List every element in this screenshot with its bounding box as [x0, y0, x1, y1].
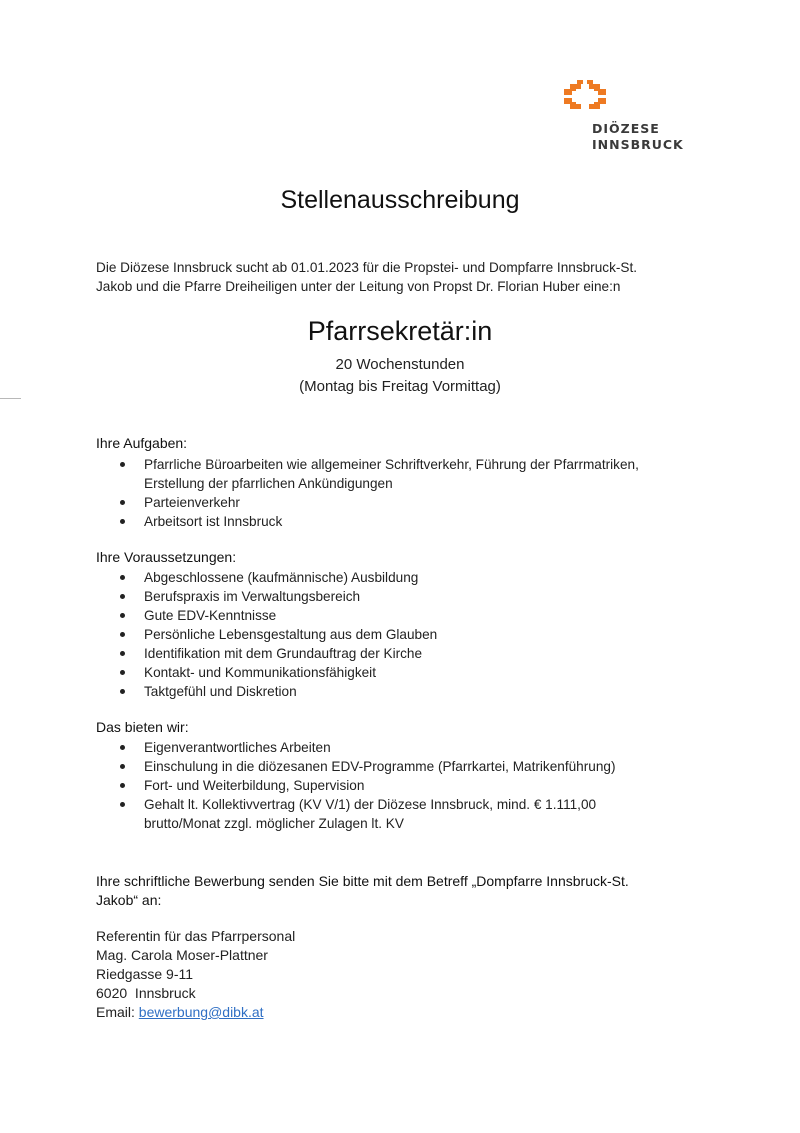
contact-street: Riedgasse 9-11	[96, 966, 194, 982]
list-item-text: brutto/Monat zzgl. möglicher Zulagen lt. KV	[144, 816, 404, 831]
page-title: Stellenausschreibung	[280, 186, 520, 214]
contact-email-row	[96, 1003, 716, 1022]
contact-name: Mag. Carola Moser-Plattner	[96, 947, 268, 963]
tasks-heading: Ihre Aufgaben:	[96, 435, 188, 451]
intro-line: Jakob und die Pfarre Dreiheiligen unter der Leitung von Propst Dr. Florian Huber eine:n	[96, 279, 621, 294]
list-item: Arbeitsort ist Innsbruck	[96, 512, 716, 531]
application-line: Jakob“ an:	[96, 892, 162, 908]
contact-city: 6020 Innsbruck	[96, 985, 196, 1001]
position-title: Pfarrsekretär:in	[307, 316, 493, 346]
list-item-text: Gehalt lt. Kollektivvertrag (KV V/1) der Diözese Innsbruck, mind. € 1.111,00	[144, 797, 597, 812]
list-item-text: Pfarrliche Büroarbeiten wie allgemeiner Schriftverkehr, Führung der Pfarrmatriken,	[144, 457, 639, 472]
position-details	[0, 354, 800, 398]
intro-line: Die Diözese Innsbruck sucht ab 01.01.2023 für die Propstei- und Dompfarre Innsbruck-St.	[96, 260, 638, 275]
list-item: Fort- und Weiterbildung, Supervision	[96, 776, 716, 795]
intro-paragraph	[96, 258, 716, 296]
email-label: Email:	[96, 1004, 139, 1020]
list-item: Taktgefühl und Diskretion	[96, 682, 716, 701]
diocese-logo-text	[592, 121, 684, 152]
diocese-cross-icon	[562, 78, 608, 110]
offer-heading: Das bieten wir:	[96, 719, 189, 735]
tasks-list	[96, 455, 716, 531]
list-item: Parteienverkehr	[96, 493, 716, 512]
contact-role: Referentin für das Pfarrpersonal	[96, 928, 296, 944]
list-item: Persönliche Lebensgestaltung aus dem Glauben	[96, 625, 716, 644]
list-item: Eigenverantwortliches Arbeiten	[96, 738, 716, 757]
list-item: Abgeschlossene (kaufmännische) Ausbildung	[96, 568, 716, 587]
list-item: Gute EDV-Kenntnisse	[96, 606, 716, 625]
requirements-list	[96, 568, 716, 701]
list-item	[96, 455, 716, 493]
offer-list	[96, 738, 716, 833]
email-link[interactable]: bewerbung@dibk.at	[138, 1004, 264, 1020]
list-item: Berufspraxis im Verwaltungsbereich	[96, 587, 716, 606]
fold-mark	[0, 398, 21, 399]
contact-block	[96, 927, 716, 1022]
position-schedule: (Montag bis Freitag Vormittag)	[299, 378, 501, 395]
position-hours: 20 Wochenstunden	[335, 356, 465, 373]
list-item: Einschulung in die diözesanen EDV-Programme (Pfarrkartei, Matrikenführung)	[96, 757, 716, 776]
application-line: Ihre schriftliche Bewerbung senden Sie bitte mit dem Betreff „Dompfarre Innsbruck-St.	[96, 873, 629, 889]
list-item-text: Erstellung der pfarrlichen Ankündigungen	[144, 476, 393, 491]
logo-line-2: INNSBRUCK	[592, 136, 684, 152]
application-instructions	[96, 872, 716, 910]
list-item: Identifikation mit dem Grundauftrag der Kirche	[96, 644, 716, 663]
list-item	[96, 795, 716, 833]
logo-line-1: DIÖZESE	[592, 121, 660, 136]
list-item: Kontakt- und Kommunikationsfähigkeit	[96, 663, 716, 682]
requirements-heading: Ihre Voraussetzungen:	[96, 549, 237, 565]
